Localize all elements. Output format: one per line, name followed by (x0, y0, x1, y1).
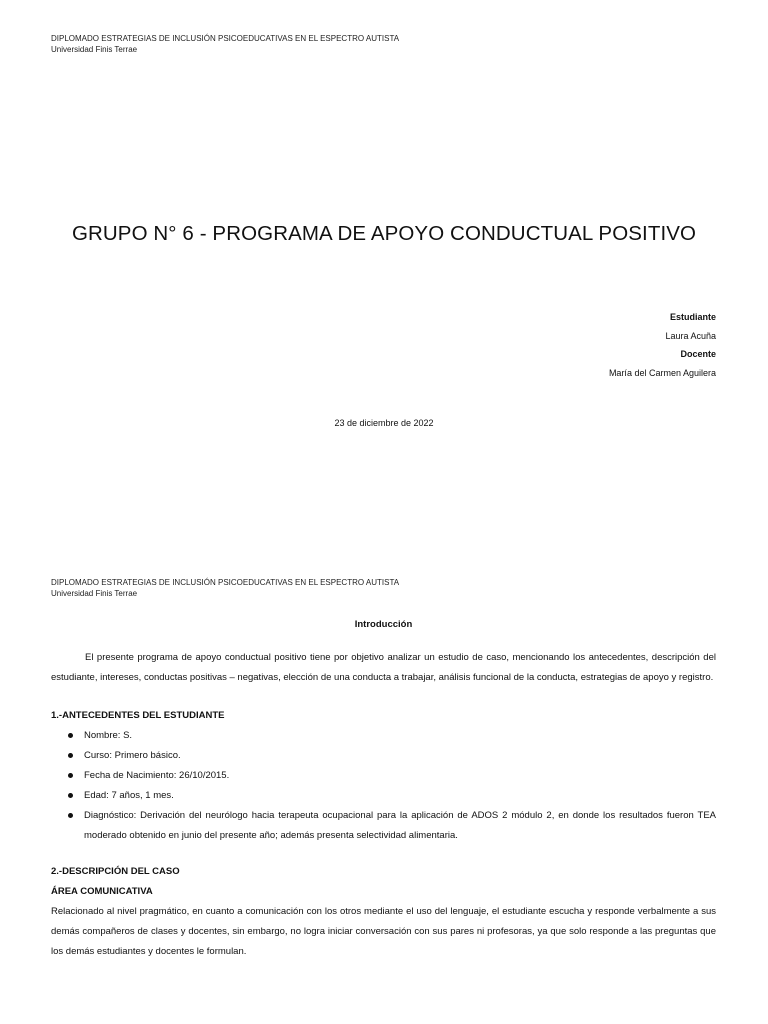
list-item: Nombre: S. (51, 726, 716, 746)
section1-heading: 1.-ANTECEDENTES DEL ESTUDIANTE (51, 710, 225, 721)
list-item: Fecha de Nacimiento: 26/10/2015. (51, 766, 716, 786)
bullet-icon (68, 813, 73, 818)
list-item: Edad: 7 años, 1 mes. (51, 786, 716, 806)
bullet-icon (68, 733, 73, 738)
intro-paragraph: El presente programa de apoyo conductual positivo tiene por objetivo analizar un estudio de caso, mencionando los antecedentes, descripción del estudiante, intereses, conductas positivas – negativas, elección de una conducta a trabajar, análisis funcional de la conducta, estrategias de apoyo y registro. (51, 652, 716, 683)
document-title: GRUPO N° 6 - PROGRAMA DE APOYO CONDUCTUAL POSITIVO (71, 222, 697, 245)
header-university: Universidad Finis Terrae (51, 589, 138, 598)
section2-heading: 2.-DESCRIPCIÓN DEL CASO (51, 866, 180, 877)
header-program: DIPLOMADO ESTRATEGIAS DE INCLUSIÓN PSICOEDUCATIVAS EN EL ESPECTRO AUTISTA (51, 34, 400, 43)
communication-paragraph: Relacionado al nivel pragmático, en cuanto a comunicación con los otros mediante el uso del lenguaje, el estudiante escucha y responde verbalmente a sus demás compañeros de clases y docentes, sin embargo, no logra iniciar conversación con sus pares ni profesoras, ya que solo responde a las preguntas que los demás estudiantes y docentes le formulan. (51, 906, 716, 957)
bullet-icon (68, 753, 73, 758)
document-date: 23 de diciembre de 2022 (334, 418, 434, 428)
intro-heading: Introducción (354, 619, 413, 630)
section2-subheading: ÁREA COMUNICATIVA (51, 886, 153, 897)
content-page (0, 560, 768, 1024)
bullet-icon (68, 773, 73, 778)
page-content (51, 615, 716, 962)
teacher-name: María del Carmen Aguilera (608, 367, 716, 378)
teacher-label: Docente (680, 349, 716, 359)
student-details-list (51, 726, 716, 846)
header-university: Universidad Finis Terrae (51, 45, 138, 54)
page-header (51, 577, 399, 599)
list-item: Diagnóstico: Derivación del neurólogo hacia terapeuta ocupacional para la aplicación de ADOS 2 módulo 2, en donde los resultados fueron TEA moderado obtenido en junio del presente año; además presenta selectividad alimentaria. (51, 806, 716, 846)
header-program: DIPLOMADO ESTRATEGIAS DE INCLUSIÓN PSICOEDUCATIVAS EN EL ESPECTRO AUTISTA (51, 578, 400, 587)
student-label: Estudiante (669, 312, 716, 322)
list-item: Curso: Primero básico. (51, 746, 716, 766)
bullet-icon (68, 793, 73, 798)
author-block (609, 308, 716, 382)
page-header (51, 33, 399, 55)
student-name: Laura Acuña (665, 330, 716, 341)
